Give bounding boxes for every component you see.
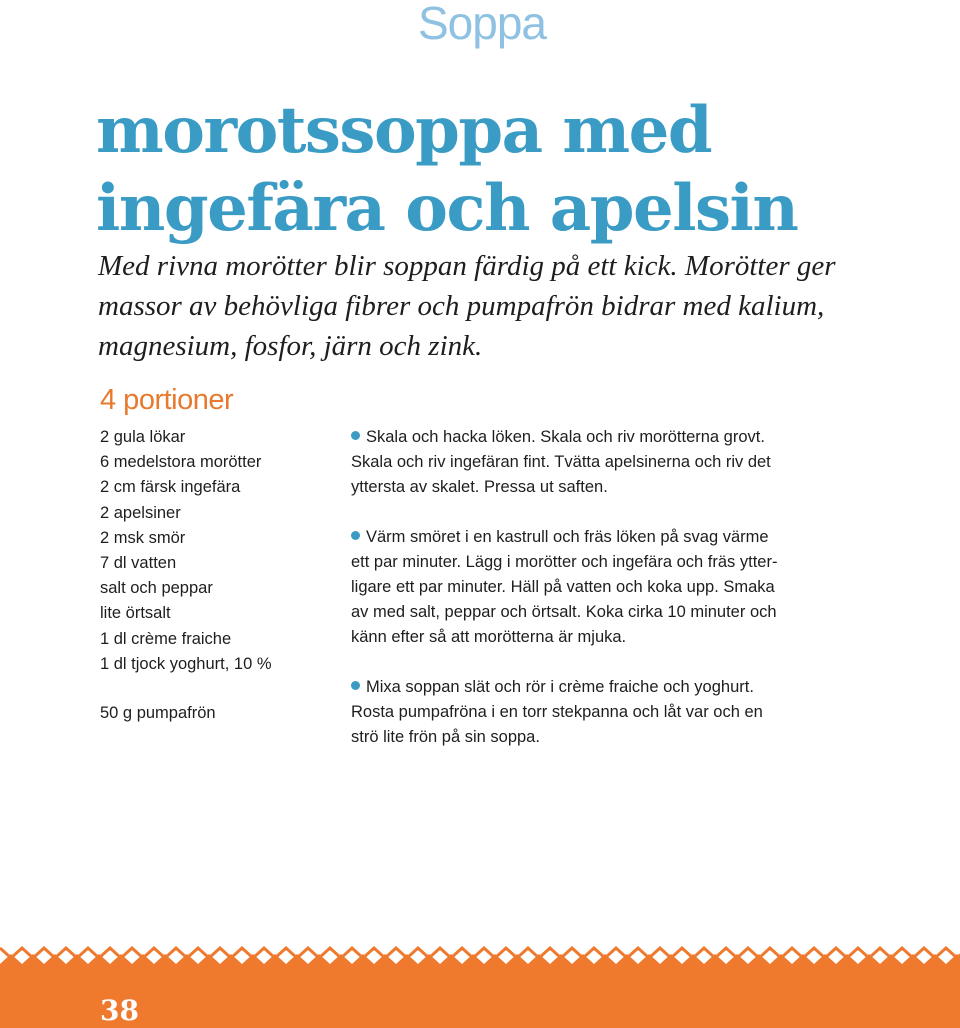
step-line: ett par minuter. Lägg i morötter och ingefära och fräs ytter-	[351, 552, 778, 571]
zigzag-band-graphic	[0, 946, 960, 1028]
intro-line: massor av behövliga fibrer och pumpafrön bidrar med kalium,	[98, 290, 825, 322]
step-line: Skala och riv ingefäran fint. Tvätta apelsinerna och riv det	[351, 453, 771, 472]
intro-line: magnesium, fosfor, järn och zink.	[98, 330, 483, 362]
instruction-step	[351, 525, 791, 651]
section-label: Soppa	[418, 0, 547, 49]
intro-line: Med rivna morötter blir soppan färdig på ett kick. Morötter ger	[98, 250, 836, 282]
step-line: ligare ett par minuter. Häll på vatten och koka upp. Smaka	[351, 578, 775, 597]
bullet-icon	[351, 431, 360, 440]
instruction-list	[351, 425, 791, 774]
page-number: 38	[100, 994, 139, 1027]
ingredient-item: 2 msk smör	[100, 528, 186, 547]
servings-heading: 4 portioner	[100, 384, 234, 416]
step-line: strö lite frön på sin soppa.	[351, 728, 540, 747]
step-line: av med salt, peppar och örtsalt. Koka cirka 10 minuter och	[351, 603, 777, 622]
ingredient-item: 6 medelstora morötter	[100, 453, 262, 472]
recipe-intro	[98, 246, 858, 366]
bullet-icon	[351, 681, 360, 690]
title-line: ingefära och apelsin	[96, 171, 798, 246]
step-line: Skala och hacka löken. Skala och riv morötterna grovt.	[366, 428, 765, 446]
ingredient-item: salt och peppar	[100, 579, 213, 598]
step-line: Mixa soppan slät och rör i crème fraiche och yoghurt.	[366, 677, 754, 696]
instruction-step	[351, 675, 791, 751]
step-line: yttersta av skalet. Pressa ut saften.	[351, 478, 608, 497]
step-line: Rosta pumpafröna i en torr stekpanna och låt var och en	[351, 702, 763, 721]
ingredient-list	[100, 425, 272, 726]
bullet-icon	[351, 531, 360, 540]
ingredient-item: 7 dl vatten	[100, 554, 177, 573]
ingredient-item: 2 cm färsk ingefära	[100, 478, 241, 497]
ingredient-item: 1 dl tjock yoghurt, 10 %	[100, 654, 272, 673]
ingredient-item: 1 dl crème fraiche	[100, 629, 232, 648]
instruction-step	[351, 425, 791, 501]
step-line: Värm smöret i en kastrull och fräs löken på svag värme	[366, 527, 769, 546]
ingredient-item: 2 gula lökar	[100, 428, 186, 446]
title-line: morotssoppa med	[96, 93, 712, 168]
ingredient-item: 2 apelsiner	[100, 503, 181, 522]
footer-zigzag-band	[0, 946, 960, 1028]
ingredient-item: lite örtsalt	[100, 604, 171, 623]
ingredient-item: 50 g pumpafrön	[100, 704, 216, 723]
recipe-title	[96, 92, 797, 248]
step-line: känn efter så att morötterna är mjuka.	[351, 628, 627, 647]
